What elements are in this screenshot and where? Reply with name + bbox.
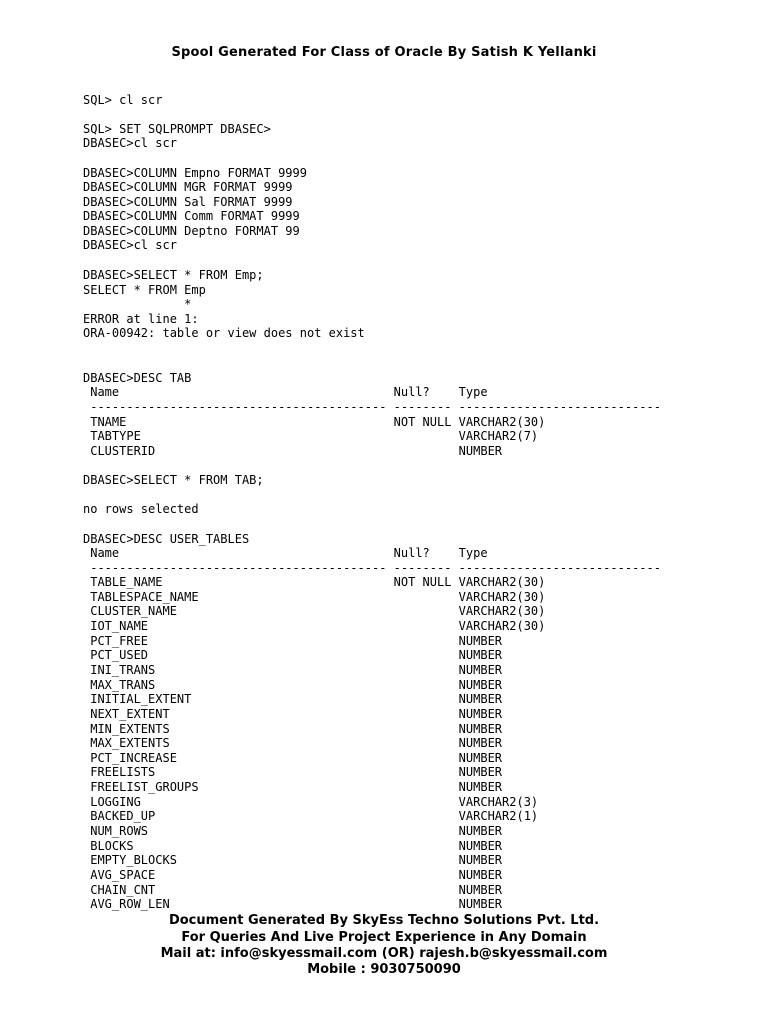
spool-line: AVG_SPACE NUMBER bbox=[83, 868, 503, 882]
spool-line: NEXT_EXTENT NUMBER bbox=[83, 707, 503, 721]
footer-mail-line: Mail at: info@skyessmail.com (OR) rajesh.b@skyessmail.com bbox=[160, 946, 608, 961]
spool-line: SELECT * FROM Emp bbox=[83, 283, 206, 297]
spool-line: SQL> SET SQLPROMPT DBASEC> bbox=[83, 122, 271, 136]
spool-line: FREELIST_GROUPS NUMBER bbox=[83, 780, 503, 794]
spool-line: FREELISTS NUMBER bbox=[83, 765, 503, 779]
spool-line: MIN_EXTENTS NUMBER bbox=[83, 722, 503, 736]
spool-line: DBASEC>COLUMN Sal FORMAT 9999 bbox=[83, 195, 293, 209]
spool-line: CLUSTERID NUMBER bbox=[83, 444, 503, 458]
spool-line: MAX_TRANS NUMBER bbox=[83, 678, 503, 692]
spool-line: AVG_ROW_LEN NUMBER bbox=[83, 897, 503, 911]
spool-line: DBASEC>DESC USER_TABLES bbox=[83, 532, 250, 546]
spool-line: SQL> cl scr bbox=[83, 93, 163, 107]
spool-line: INI_TRANS NUMBER bbox=[83, 663, 503, 677]
spool-line: Name Null? Type bbox=[83, 546, 488, 560]
spool-line: CLUSTER_NAME VARCHAR2(30) bbox=[83, 604, 546, 618]
spool-line: * bbox=[83, 297, 192, 311]
spool-line: DBASEC>SELECT * FROM TAB; bbox=[83, 473, 264, 487]
spool-line: CHAIN_CNT NUMBER bbox=[83, 883, 503, 897]
spool-line: DBASEC>DESC TAB bbox=[83, 371, 192, 385]
spool-line: DBASEC>COLUMN MGR FORMAT 9999 bbox=[83, 180, 293, 194]
spool-line: ----------------------------------------- -------- ---------------------------- bbox=[83, 400, 661, 414]
spool-line: DBASEC>SELECT * FROM Emp; bbox=[83, 268, 264, 282]
spool-line: PCT_FREE NUMBER bbox=[83, 634, 503, 648]
spool-line: ----------------------------------------- -------- ---------------------------- bbox=[83, 561, 661, 575]
spool-line: DBASEC>COLUMN Comm FORMAT 9999 bbox=[83, 209, 300, 223]
spool-line: DBASEC>COLUMN Deptno FORMAT 99 bbox=[83, 224, 300, 238]
spool-line: no rows selected bbox=[83, 502, 199, 516]
spool-line: Name Null? Type bbox=[83, 385, 488, 399]
spool-line: INITIAL_EXTENT NUMBER bbox=[83, 692, 503, 706]
spool-line: PCT_USED NUMBER bbox=[83, 648, 503, 662]
spool-line: ORA-00942: table or view does not exist bbox=[83, 326, 365, 340]
spool-line: TABTYPE VARCHAR2(7) bbox=[83, 429, 539, 443]
page-title: Spool Generated For Class of Oracle By Satish K Yellanki bbox=[171, 45, 597, 60]
spool-line: EMPTY_BLOCKS NUMBER bbox=[83, 853, 503, 867]
spool-line: BLOCKS NUMBER bbox=[83, 839, 503, 853]
spool-line: TNAME NOT NULL VARCHAR2(30) bbox=[83, 415, 546, 429]
spool-line: MAX_EXTENTS NUMBER bbox=[83, 736, 503, 750]
footer-mobile-line: Mobile : 9030750090 bbox=[307, 962, 461, 977]
spool-line: LOGGING VARCHAR2(3) bbox=[83, 795, 539, 809]
spool-line: ERROR at line 1: bbox=[83, 312, 199, 326]
spool-line: TABLE_NAME NOT NULL VARCHAR2(30) bbox=[83, 575, 546, 589]
footer-queries-line: For Queries And Live Project Experience in Any Domain bbox=[181, 930, 587, 945]
spool-line: NUM_ROWS NUMBER bbox=[83, 824, 503, 838]
spool-line: IOT_NAME VARCHAR2(30) bbox=[83, 619, 546, 633]
spool-line: TABLESPACE_NAME VARCHAR2(30) bbox=[83, 590, 546, 604]
spool-line: DBASEC>cl scr bbox=[83, 136, 177, 150]
spool-line: DBASEC>COLUMN Empno FORMAT 9999 bbox=[83, 166, 307, 180]
spool-line: BACKED_UP VARCHAR2(1) bbox=[83, 809, 539, 823]
spool-line: PCT_INCREASE NUMBER bbox=[83, 751, 503, 765]
spool-line: DBASEC>cl scr bbox=[83, 238, 177, 252]
footer-company-line: Document Generated By SkyEss Techno Solutions Pvt. Ltd. bbox=[168, 913, 600, 928]
